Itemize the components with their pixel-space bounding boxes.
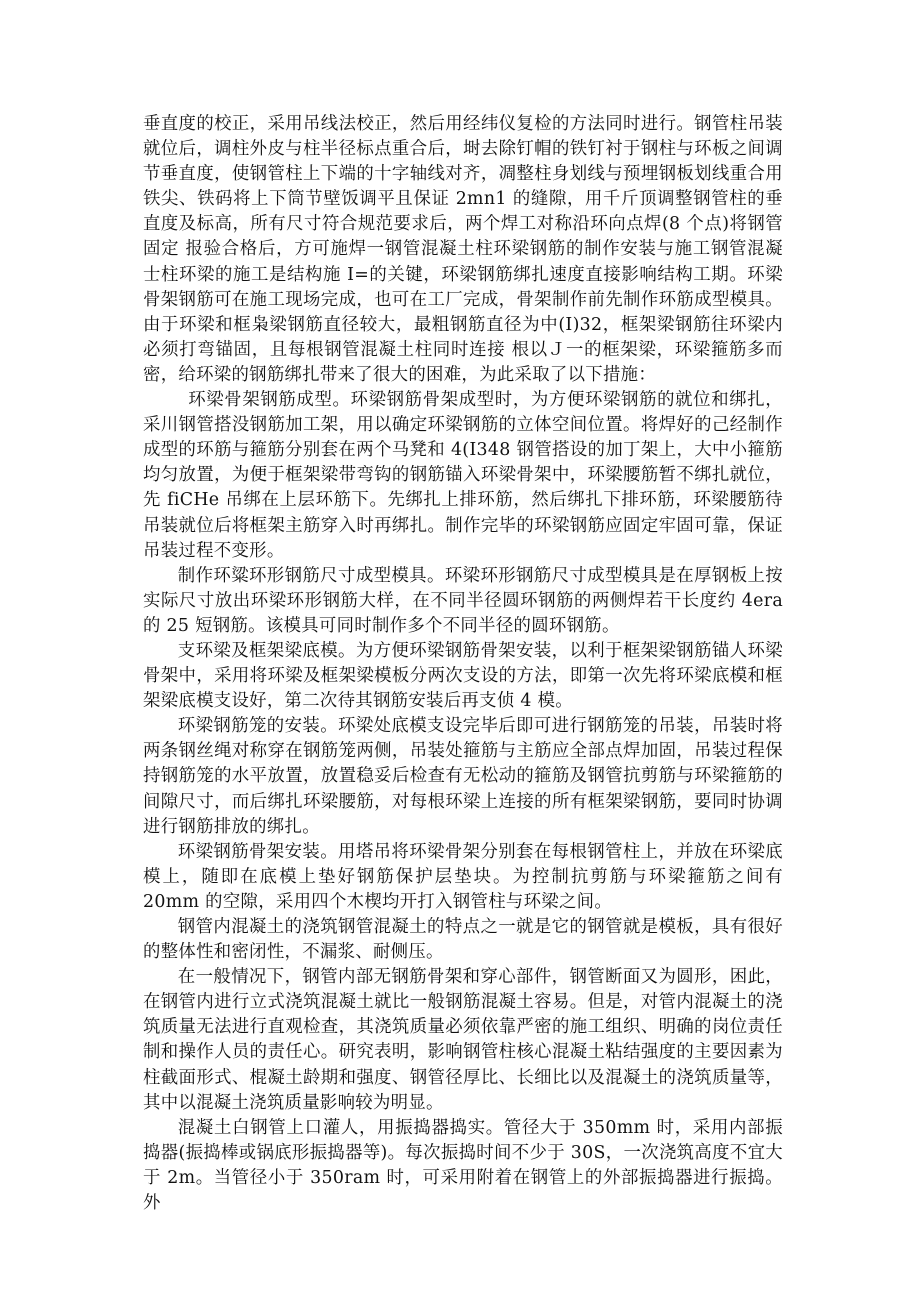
paragraph-vibration: 混凝土白钢管上口灌人，用振捣器捣实。管径大于 350mm 时，采用内部振捣器(振捣棒或锅底形振捣器等)。每次振捣时间不少于 30S，一次浇筑高度不宜大于 2m。当管径小于 350ram 时，可采用附着在钢管上的外部振捣器进行振捣。外 — [143, 1117, 783, 1214]
paragraph-concrete-pouring: 钢管内混凝土的浇筑钢管混凝土的特点之一就是它的钢管就是模板，具有很好的整体性和密闭性，不漏浆、耐侧压。 — [143, 917, 783, 963]
paragraph-bottom-formwork: 支环梁及框架梁底模。为方便环梁钢筋骨架安装，以利于框架梁钢筋锚人环梁骨架中，采用将环梁及框架梁模板分两次支设的方法，即第一次先将环梁底模和框架梁底模支设好，第二次待其钢筋安装后再支侦 4 模。 — [143, 640, 783, 712]
paragraph-ring-beam-cage-forming: 环梁骨架钢筋成型。环梁钢筋骨架成型时，为方便环梁钢筋的就位和绑扎，采川钢管搭没钢筋加工架，用以确定环梁钢筋的立体空间位置。将焊好的己经制作成型的环筋与箍筋分别套在两个马凳和 4(I348 钢管搭设的加丁架上，大中小箍筋均匀放置，为便于框架梁带弯钩的钢筋锚入环梁骨架中，环梁腰筋暂不绑扎就位，先 fiCHe 吊绑在上层环筋下。先绑扎上排环筋，然后绑扎下排环筋，环梁腰筋待吊装就位后将框架主筋穿入时再绑扎。制作完毕的环梁钢筋应固定牢固可靠，保证吊装过程不变形。 — [143, 390, 783, 561]
paragraph-ring-bar-mold: 制作环粱环形钢筋尺寸成型模具。环梁环形钢筋尺寸成型模具是在厚钢板上按实际尺寸放出环梁环形钢筋大样，在不同半径圆环钢筋的两侧焊若干长度约 4era 的 25 短钢筋。该模具可同时制作多个不同半径的圆环钢筋。 — [143, 565, 783, 636]
paragraph-general-conditions: 在一般情况下，钢管内部无钢筋骨架和穿心部件，钢管断面又为圆形，困此，在钢管内进行立式浇筑混凝土就比一般钢筋混凝土容易。但是，对管内混凝土的浇筑质量无法进行直观检查，其浇筑质量必须依靠严密的施工组织、明确的岗位责任制和操作人员的责任心。研究表明，影响钢管柱核心混凝土粘结强度的主要因素为柱截面形式、棍凝土龄期和强度、钢管径厚比、长细比以及混凝土的浇筑质量等，其中以混凝土浇筑质量影响较为明显。 — [143, 967, 783, 1113]
paragraph-skeleton-installation: 环梁钢筋骨架安装。用塔吊将环梁骨架分别套在每根钢管柱上，并放在环梁底模上，随即在底模上垫好钢筋保护层垫块。为控制抗剪筋与环梁箍筋之间有 20mm 的空隙，采用四个木楔均开打入钢管柱与环梁之间。 — [143, 841, 783, 912]
paragraph-column-verticality: 垂直度的校正，采用吊线法校正，然后用经纬仪复检的方法同时进行。钢管柱吊装就位后，调柱外皮与柱半径标点重合后，埘去除钉帽的铁钉衬于钢柱与环板之间调节垂直度，使钢管柱上下端的十字轴线对齐，凋整柱身划线与预埋钢板划线重合用铁尖、铁码将上下筒节壁饭调平且保证 2mn1 的缝隙，用千斤顶调整钢管柱的垂直度及标高，所有尺寸符合规范要求后，两个焊工对称沿环向点焊(8 个点)将钢管固定 报验合格后，方可施焊一钢管混凝土柱环梁钢筋的制作安装与施工钢管混凝士柱环梁的施工是结构施 I=的关键，环梁钢筋绑扎速度直接影响结构工期。环梁骨架钢筋可在施工现场完成，也可在工厂完成，骨架制作前先制作环筋成型模具。由于环梁和框枭梁钢筋直径较大，最粗钢筋直径为中(I)32，框架梁钢筋往环梁内必须打弯锚固，且每根钢管混凝土柱同时连接 根以Ｊ一的框架梁，环梁箍筋多而密，给环梁的钢筋绑扎带来了很大的困难，为此采取了以下措施： — [143, 114, 783, 385]
paragraph-cage-installation: 环梁钢筋笼的安装。环梁处底模支设完毕后即可进行钢筋笼的吊装，吊装时将两条钢丝绳对称穿在钢筋笼两侧，吊装处箍筋与主筋应全部点焊加固，吊装过程保持钢筋笼的水平放置，放置稳妥后检查有无松动的箍筋及钢管抗剪筋与环梁箍筋的间隙尺寸，而后绑扎环梁腰筋，对每根环梁上连接的所有框架梁钢筋，要同时协调进行钢筋排放的绑扎。 — [143, 716, 783, 837]
document-body — [143, 112, 783, 1216]
